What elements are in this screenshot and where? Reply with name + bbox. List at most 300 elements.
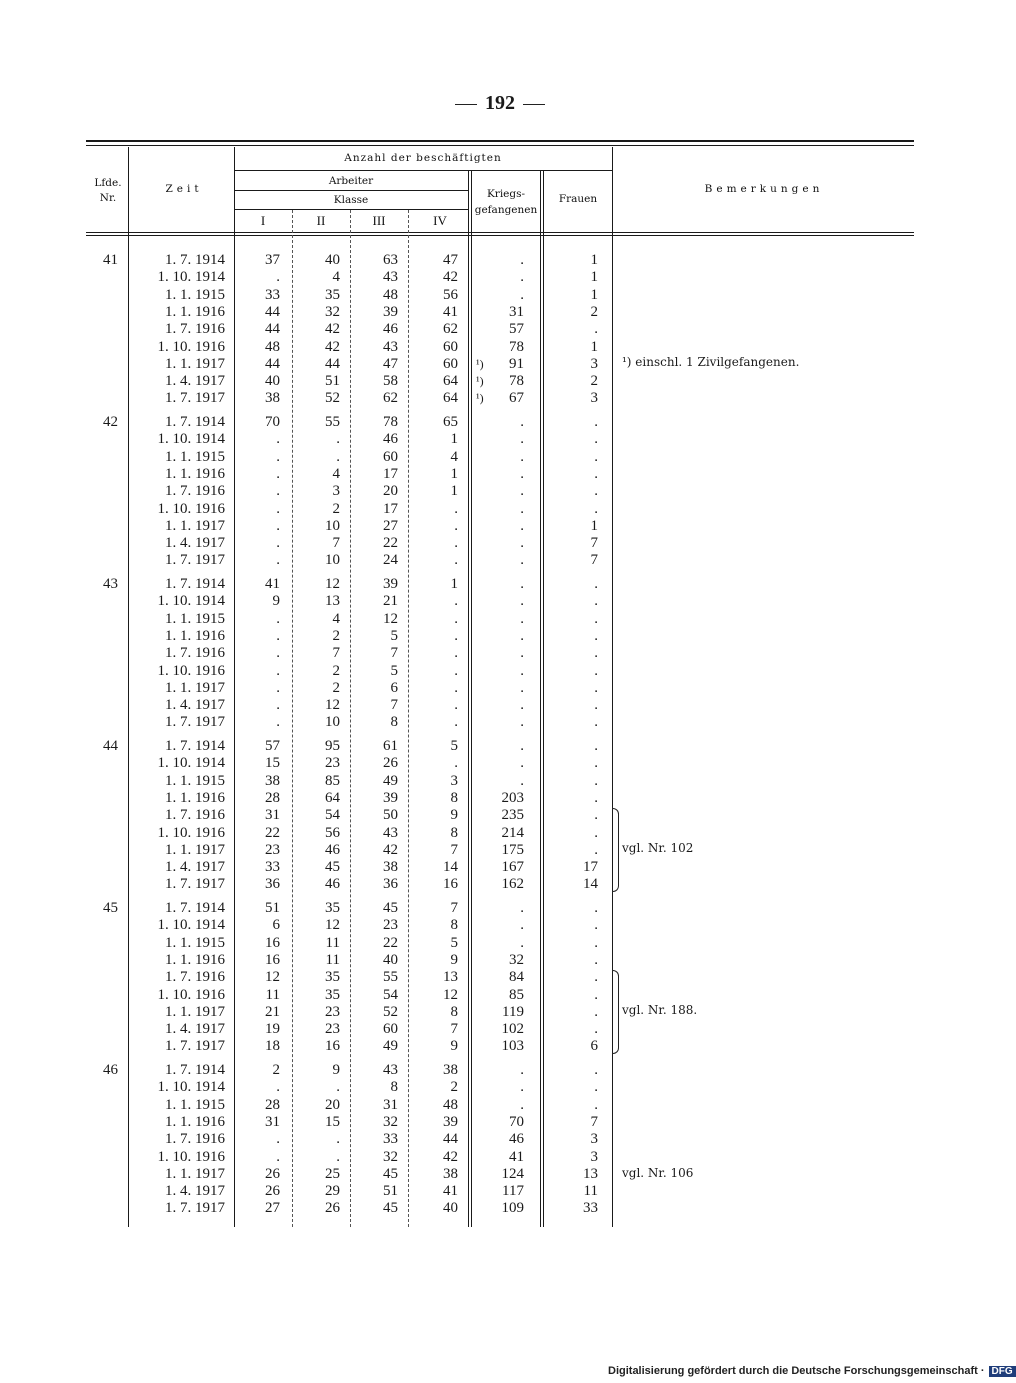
cell-fr: . — [594, 986, 598, 1003]
table-row — [0, 1021, 1000, 1038]
cell-kg: 41 — [509, 1148, 524, 1165]
cell-k4: . — [454, 627, 458, 644]
cell-k4: 42 — [443, 1148, 458, 1165]
cell-fr: 7 — [590, 535, 598, 552]
cell-k3: 54 — [383, 986, 398, 1003]
cell-date: 1. 7. 1914 — [165, 1062, 225, 1078]
remark-44: vgl. Nr. 102 — [622, 841, 694, 855]
cell-k2: . — [336, 1079, 340, 1096]
cell-date: 1. 7. 1916 — [165, 483, 225, 500]
cell-k3: 32 — [383, 1148, 398, 1165]
cell-k3: 5 — [390, 627, 398, 644]
cell-k2: 11 — [325, 951, 340, 968]
cell-k1: 31 — [265, 807, 280, 824]
cell-date: 1. 10. 1914 — [157, 269, 225, 286]
cell-k2: 40 — [325, 252, 340, 268]
cell-k3: 7 — [390, 645, 398, 662]
cell-fr: . — [594, 1079, 598, 1096]
cell-k3: 78 — [383, 414, 398, 430]
cell-kg: . — [520, 252, 524, 268]
cell-k4: . — [454, 755, 458, 772]
header-klasse-iii: III — [372, 213, 386, 228]
cell-kg: . — [520, 627, 524, 644]
cell-k3: 7 — [390, 697, 398, 714]
cell-date: 1. 4. 1917 — [165, 373, 225, 390]
table-row — [0, 431, 1000, 448]
section-number: 46 — [103, 1062, 118, 1078]
cell-fr: . — [594, 593, 598, 610]
cell-k3: 58 — [383, 373, 398, 390]
cell-k1: . — [276, 517, 280, 534]
cell-k4: 1 — [450, 483, 458, 500]
cell-kg: 109 — [501, 1200, 524, 1217]
cell-date: 1. 10. 1916 — [157, 500, 225, 517]
cell-k4: 16 — [443, 876, 458, 893]
section-number: 45 — [103, 900, 118, 916]
cell-date: 1. 7. 1914 — [165, 252, 225, 268]
cell-fr: . — [594, 662, 598, 679]
cell-k2: 9 — [332, 1062, 340, 1078]
header-bemerkungen: Bemerkungen — [704, 183, 824, 195]
cell-k1: 31 — [265, 1113, 280, 1130]
cell-k2: 23 — [325, 755, 340, 772]
cell-k1: 37 — [265, 252, 280, 268]
footnote-marker: ¹) — [476, 356, 484, 371]
cell-date: 1. 4. 1917 — [165, 1183, 225, 1200]
footnote-marker: ¹) — [476, 374, 484, 389]
cell-fr: . — [594, 714, 598, 731]
header-bottom-rule — [86, 232, 914, 233]
header-klasse-iv: IV — [433, 213, 447, 228]
cell-k2: 12 — [325, 697, 340, 714]
header-zeit: Zeit — [165, 183, 203, 195]
cell-kg: 70 — [509, 1113, 524, 1130]
cell-fr: . — [594, 841, 598, 858]
cell-kg: . — [520, 517, 524, 534]
cell-fr: 17 — [583, 859, 598, 876]
cell-k2: 20 — [325, 1096, 340, 1113]
cell-date: 1. 4. 1917 — [165, 535, 225, 552]
cell-k2: 15 — [325, 1113, 340, 1130]
header-bottom-rule-2 — [86, 235, 914, 236]
cell-date: 1. 1. 1917 — [165, 679, 225, 696]
cell-fr: . — [594, 1096, 598, 1113]
cell-date: 1. 1. 1915 — [165, 610, 225, 627]
cell-k2: 46 — [325, 841, 340, 858]
cell-k2: 26 — [325, 1200, 340, 1217]
cell-k3: 49 — [383, 772, 398, 789]
cell-kg: . — [520, 483, 524, 500]
cell-k1: 28 — [265, 1096, 280, 1113]
top-rule-thin — [86, 145, 914, 146]
cell-k4: . — [454, 679, 458, 696]
footer-credit — [608, 1365, 1016, 1377]
cell-k1: . — [276, 431, 280, 448]
cell-kg: . — [520, 448, 524, 465]
cell-k2: 44 — [325, 355, 340, 372]
cell-k2: 54 — [325, 807, 340, 824]
table-row — [0, 501, 1000, 518]
cell-fr: . — [594, 824, 598, 841]
cell-k3: 23 — [383, 917, 398, 934]
cell-fr: . — [594, 610, 598, 627]
table-row — [0, 373, 1000, 390]
cell-fr: 3 — [590, 355, 598, 372]
cell-k4: 48 — [443, 1096, 458, 1113]
table-row — [0, 900, 1000, 917]
cell-k3: 6 — [390, 679, 398, 696]
cell-k1: 44 — [265, 303, 280, 320]
cell-fr: . — [594, 789, 598, 806]
cell-date: 1. 1. 1915 — [165, 934, 225, 951]
cell-k3: 22 — [383, 934, 398, 951]
cell-kg: 214 — [501, 824, 524, 841]
cell-fr: . — [594, 679, 598, 696]
cell-date: 1. 7. 1916 — [165, 969, 225, 986]
table-row — [0, 466, 1000, 483]
cell-k2: 45 — [325, 859, 340, 876]
table-row — [0, 518, 1000, 535]
cell-k4: 47 — [443, 252, 458, 268]
table-row — [0, 917, 1000, 934]
cell-date: 1. 1. 1915 — [165, 1096, 225, 1113]
cell-k1: . — [276, 1148, 280, 1165]
cell-date: 1. 7. 1916 — [165, 1131, 225, 1148]
cell-kg: 32 — [509, 951, 524, 968]
cell-k1: 44 — [265, 321, 280, 338]
cell-k4: . — [454, 517, 458, 534]
cell-k1: 44 — [265, 355, 280, 372]
cell-kg: 78 — [509, 338, 524, 355]
page-number — [440, 92, 560, 115]
cell-fr: 1 — [590, 517, 598, 534]
cell-fr: . — [594, 951, 598, 968]
cell-date: 1. 1. 1916 — [165, 627, 225, 644]
table-row — [0, 576, 1000, 593]
table-row — [0, 663, 1000, 680]
cell-k4: 5 — [450, 934, 458, 951]
cell-fr: 1 — [590, 252, 598, 268]
cell-k2: 35 — [325, 969, 340, 986]
cell-fr: . — [594, 697, 598, 714]
table-row — [0, 714, 1000, 731]
cell-date: 1. 1. 1917 — [165, 1165, 225, 1182]
cell-k4: . — [454, 662, 458, 679]
cell-kg: . — [520, 552, 524, 569]
brace-45 — [612, 970, 619, 1054]
cell-kg: 117 — [502, 1183, 524, 1200]
cell-k4: . — [454, 697, 458, 714]
cell-k1: 26 — [265, 1183, 280, 1200]
cell-fr: 6 — [590, 1038, 598, 1055]
cell-k4: 9 — [450, 807, 458, 824]
cell-kg: . — [520, 431, 524, 448]
cell-fr: 3 — [590, 390, 598, 407]
cell-kg: 203 — [501, 789, 524, 806]
cell-date: 1. 1. 1915 — [165, 772, 225, 789]
cell-k4: 5 — [450, 738, 458, 754]
cell-date: 1. 1. 1915 — [165, 448, 225, 465]
header-arbeiter: Arbeiter — [328, 175, 374, 187]
cell-date: 1. 7. 1914 — [165, 414, 225, 430]
table-row — [0, 339, 1000, 356]
cell-k4: . — [454, 593, 458, 610]
cell-k1: 41 — [265, 576, 280, 592]
cell-k1: . — [276, 269, 280, 286]
table-row — [0, 935, 1000, 952]
table-row — [0, 1114, 1000, 1131]
brace-44 — [612, 808, 619, 892]
table-row — [0, 738, 1000, 755]
cell-fr: . — [594, 969, 598, 986]
cell-k3: 17 — [383, 465, 398, 482]
footer-text: Digitalisierung gefördert durch die Deutsche Forschungsgemeinschaft · — [608, 1365, 985, 1377]
cell-k1: 12 — [265, 969, 280, 986]
cell-k1: 33 — [265, 286, 280, 303]
cell-k3: 50 — [383, 807, 398, 824]
cell-date: 1. 10. 1916 — [157, 662, 225, 679]
cell-k1: . — [276, 500, 280, 517]
cell-k1: . — [276, 1079, 280, 1096]
cell-fr: 13 — [583, 1165, 598, 1182]
table-row — [0, 1004, 1000, 1021]
cell-fr: 2 — [590, 303, 598, 320]
cell-fr: . — [594, 500, 598, 517]
table-row — [0, 1183, 1000, 1200]
cell-k1: 15 — [265, 755, 280, 772]
cell-k4: 38 — [443, 1062, 458, 1078]
cell-k4: . — [454, 714, 458, 731]
cell-date: 1. 10. 1916 — [157, 338, 225, 355]
cell-k3: 38 — [383, 859, 398, 876]
cell-date: 1. 7. 1914 — [165, 900, 225, 916]
remark-46: vgl. Nr. 106 — [622, 1166, 694, 1180]
cell-fr: . — [594, 917, 598, 934]
cell-k4: 1 — [450, 465, 458, 482]
cell-fr: 33 — [583, 1200, 598, 1217]
cell-k2: 46 — [325, 876, 340, 893]
cell-kg: . — [520, 269, 524, 286]
cell-kg: . — [520, 738, 524, 754]
cell-k4: 65 — [443, 414, 458, 430]
cell-fr: 1 — [590, 338, 598, 355]
cell-k4: 64 — [443, 373, 458, 390]
cell-kg: . — [520, 1079, 524, 1096]
cell-fr: . — [594, 465, 598, 482]
cell-kg: 78 — [509, 373, 524, 390]
cell-k3: 45 — [383, 1165, 398, 1182]
cell-fr: 11 — [583, 1183, 598, 1200]
cell-k3: 43 — [383, 1062, 398, 1078]
cell-k3: 8 — [390, 1079, 398, 1096]
table-row — [0, 969, 1000, 986]
cell-k2: 42 — [325, 338, 340, 355]
cell-date: 1. 7. 1917 — [165, 552, 225, 569]
page-number-dash-left — [455, 104, 477, 105]
cell-kg: . — [520, 576, 524, 592]
cell-k1: 51 — [265, 900, 280, 916]
cell-k4: 2 — [450, 1079, 458, 1096]
cell-k2: 2 — [332, 662, 340, 679]
header-anzahl: Anzahl der beschäftigten — [344, 152, 502, 164]
cell-k4: . — [454, 645, 458, 662]
cell-k4: 62 — [443, 321, 458, 338]
anzahl-underline — [234, 170, 612, 171]
cell-k4: 13 — [443, 969, 458, 986]
cell-k1: 19 — [265, 1021, 280, 1038]
cell-k4: 44 — [443, 1131, 458, 1148]
cell-k2: 10 — [325, 552, 340, 569]
cell-k4: 8 — [450, 917, 458, 934]
cell-k4: 7 — [450, 900, 458, 916]
cell-date: 1. 7. 1917 — [165, 1200, 225, 1217]
cell-k3: 52 — [383, 1003, 398, 1020]
section-number: 44 — [103, 738, 118, 754]
cell-k2: . — [336, 431, 340, 448]
cell-date: 1. 7. 1914 — [165, 738, 225, 754]
cell-k3: 48 — [383, 286, 398, 303]
cell-k4: 9 — [450, 951, 458, 968]
cell-date: 1. 7. 1917 — [165, 714, 225, 731]
cell-fr: . — [594, 576, 598, 592]
cell-k2: 2 — [332, 500, 340, 517]
cell-date: 1. 1. 1916 — [165, 303, 225, 320]
cell-k2: 4 — [332, 610, 340, 627]
cell-k3: 51 — [383, 1183, 398, 1200]
table-row — [0, 1166, 1000, 1183]
cell-kg: 57 — [509, 321, 524, 338]
cell-fr: 7 — [590, 552, 598, 569]
cell-k2: 29 — [325, 1183, 340, 1200]
table-row — [0, 287, 1000, 304]
header-klasse-ii: II — [316, 213, 326, 228]
cell-k1: . — [276, 679, 280, 696]
cell-date: 1. 1. 1916 — [165, 465, 225, 482]
cell-k2: 52 — [325, 390, 340, 407]
cell-fr: . — [594, 738, 598, 754]
header-klasse: Klasse — [333, 194, 369, 206]
table-row — [0, 414, 1000, 431]
cell-fr: 14 — [583, 876, 598, 893]
cell-k1: 22 — [265, 824, 280, 841]
cell-date: 1. 1. 1917 — [165, 841, 225, 858]
cell-k3: 39 — [383, 789, 398, 806]
cell-date: 1. 10. 1914 — [157, 593, 225, 610]
cell-date: 1. 1. 1917 — [165, 355, 225, 372]
cell-date: 1. 7. 1916 — [165, 645, 225, 662]
table-row — [0, 1062, 1000, 1079]
section-number: 42 — [103, 414, 118, 430]
cell-k2: . — [336, 1131, 340, 1148]
header-kriegsgefangenen: Kriegs- gefangenen — [474, 188, 538, 216]
table-row — [0, 790, 1000, 807]
cell-fr: 7 — [590, 1113, 598, 1130]
cell-k2: 56 — [325, 824, 340, 841]
cell-fr: 3 — [590, 1131, 598, 1148]
table-row — [0, 1200, 1000, 1217]
footnote-marker: ¹) — [476, 391, 484, 406]
cell-k3: 27 — [383, 517, 398, 534]
cell-k2: 2 — [332, 679, 340, 696]
cell-k4: . — [454, 610, 458, 627]
cell-k2: 4 — [332, 465, 340, 482]
cell-kg: 103 — [501, 1038, 524, 1055]
remark-41: ¹) einschl. 1 Zivilgefangenen. — [622, 355, 800, 369]
section-number: 41 — [103, 252, 118, 268]
cell-kg: 31 — [509, 303, 524, 320]
cell-kg: . — [520, 1062, 524, 1078]
cell-k1: 2 — [272, 1062, 280, 1078]
cell-k2: 12 — [325, 576, 340, 592]
table-row — [0, 876, 1000, 893]
cell-date: 1. 1. 1915 — [165, 286, 225, 303]
header-lfd-nr: Lfde. Nr. — [94, 177, 122, 204]
cell-k1: 23 — [265, 841, 280, 858]
cell-k1: 33 — [265, 859, 280, 876]
cell-k2: 64 — [325, 789, 340, 806]
section-number: 43 — [103, 576, 118, 592]
cell-date: 1. 1. 1917 — [165, 517, 225, 534]
table-row — [0, 859, 1000, 876]
cell-k3: 24 — [383, 552, 398, 569]
cell-k3: 39 — [383, 576, 398, 592]
cell-fr: . — [594, 1021, 598, 1038]
cell-k3: 39 — [383, 303, 398, 320]
cell-k4: 60 — [443, 355, 458, 372]
cell-k1: 21 — [265, 1003, 280, 1020]
table-row — [0, 952, 1000, 969]
cell-k1: 48 — [265, 338, 280, 355]
cell-kg: . — [520, 917, 524, 934]
cell-kg: . — [520, 679, 524, 696]
cell-k1: . — [276, 1131, 280, 1148]
cell-date: 1. 7. 1917 — [165, 390, 225, 407]
cell-k4: 41 — [443, 303, 458, 320]
cell-kg: 167 — [501, 859, 524, 876]
cell-fr: 1 — [590, 269, 598, 286]
table-row — [0, 304, 1000, 321]
cell-k3: 22 — [383, 535, 398, 552]
cell-k3: 32 — [383, 1113, 398, 1130]
cell-kg: 102 — [501, 1021, 524, 1038]
cell-kg: . — [520, 500, 524, 517]
cell-k4: . — [454, 535, 458, 552]
cell-k1: . — [276, 552, 280, 569]
table-row — [0, 321, 1000, 338]
cell-k3: 5 — [390, 662, 398, 679]
cell-k2: 35 — [325, 900, 340, 916]
cell-kg: . — [520, 645, 524, 662]
table-row — [0, 390, 1000, 407]
cell-k1: 6 — [272, 917, 280, 934]
cell-k2: 23 — [325, 1003, 340, 1020]
cell-k4: 8 — [450, 789, 458, 806]
cell-k1: . — [276, 714, 280, 731]
cell-fr: . — [594, 448, 598, 465]
cell-k4: 40 — [443, 1200, 458, 1217]
cell-kg: . — [520, 593, 524, 610]
cell-kg: 175 — [501, 841, 524, 858]
cell-date: 1. 10. 1914 — [157, 431, 225, 448]
cell-k2: 7 — [332, 645, 340, 662]
cell-k2: 95 — [325, 738, 340, 754]
cell-k1: 18 — [265, 1038, 280, 1055]
cell-k2: 3 — [332, 483, 340, 500]
cell-k4: . — [454, 500, 458, 517]
cell-k1: . — [276, 483, 280, 500]
cell-date: 1. 4. 1917 — [165, 697, 225, 714]
cell-k3: 45 — [383, 1200, 398, 1217]
